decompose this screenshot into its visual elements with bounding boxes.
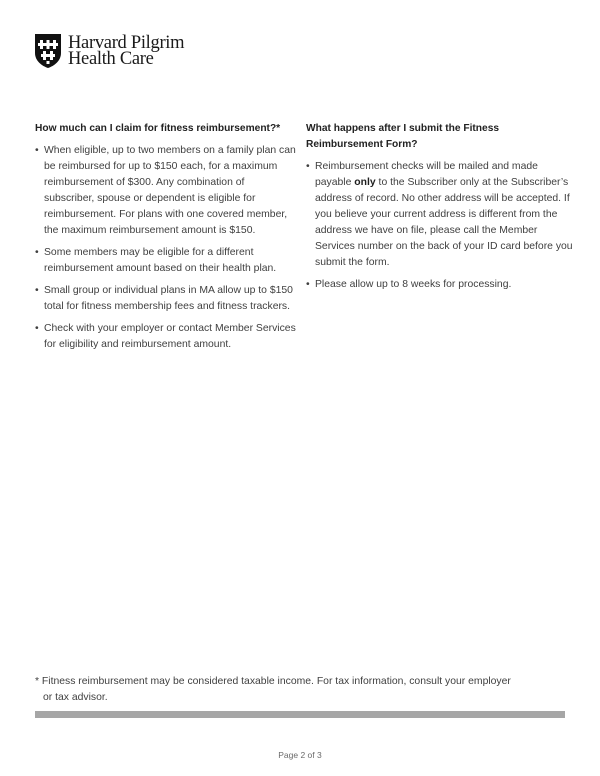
divider-bar: [35, 711, 565, 718]
list-item: • Check with your employer or contact Member Services for eligibility and reimbursement amount.: [35, 321, 297, 353]
shield-crest-icon: [34, 33, 62, 69]
list-item: • Small group or individual plans in MA allow up to $150 total for fitness membership fees and fitness trackers.: [35, 283, 297, 315]
section-heading: How much can I claim for fitness reimbursement?*: [35, 123, 281, 134]
footnote-line-1: * Fitness reimbursement may be considered taxable income. For tax information, consult your employer: [35, 676, 511, 687]
after-submit-section: [306, 121, 576, 299]
list-item: [306, 159, 576, 271]
list-item: • When eligible, up to two members on a family plan can be reimbursed for up to $150 each, for a maximum reimbursement of $300. Any combination of subscriber, spouse or dependent is eligible for reimbursement. For plans with one covered member, the maximum reimbursement amount is $150.: [35, 143, 297, 239]
text-segment: Reimbursement checks will be mailed and made payable: [315, 161, 538, 188]
brand-line-1: Harvard Pilgrim: [68, 33, 185, 53]
logo: [34, 33, 184, 69]
emphasis-text: only: [354, 177, 376, 188]
text-segment: to the Subscriber only at the Subscriber’s address of record. No other address will be accepted. If you believe your current address is different from the address we have on file, please call the Member Services number on the back of your ID card before you submit the form.: [315, 177, 573, 268]
section-heading: What happens after I submit the Fitness Reimbursement Form?: [306, 123, 500, 150]
claim-amount-section: [35, 121, 297, 359]
bullet-list: [306, 159, 576, 293]
footnote: [35, 674, 555, 705]
brand-name: [68, 35, 184, 67]
bullet-list: [35, 143, 297, 353]
page-number: Page 2 of 3: [278, 750, 322, 760]
footnote-line-2: or tax advisor.: [43, 691, 108, 703]
list-item: • Please allow up to 8 weeks for processing.: [306, 277, 576, 293]
brand-line-2: Health Care: [68, 49, 154, 69]
list-item: • Some members may be eligible for a different reimbursement amount based on their health plan.: [35, 245, 297, 277]
